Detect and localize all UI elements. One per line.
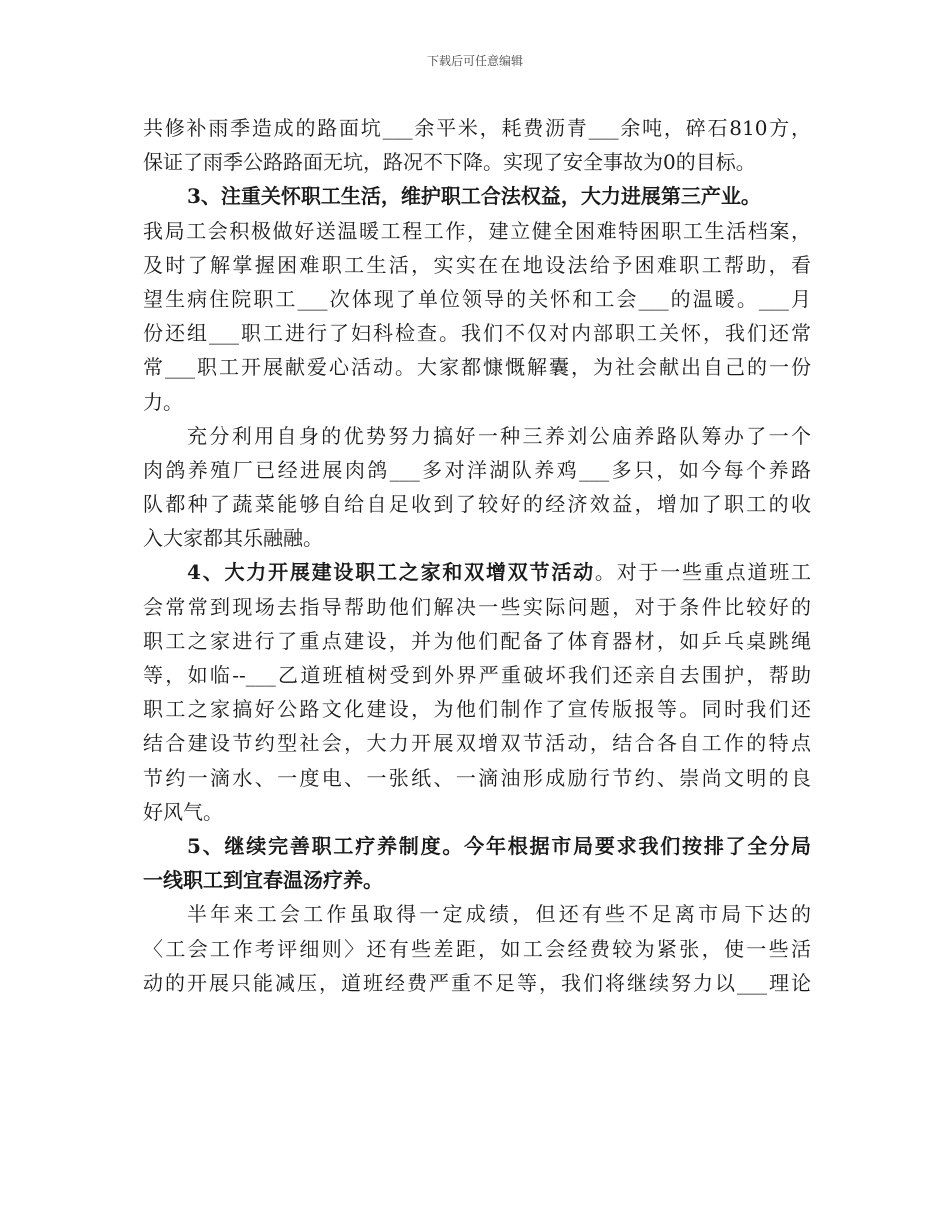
- text-line: 肉鸽养殖厂已经进展肉鸽___多对洋湖队养鸡___多只，如今每个养路: [143, 457, 811, 482]
- page-header: 下载后可任意编辑: [426, 54, 523, 68]
- section-heading: 3、注重关怀职工生活，维护职工合法权益，大力进展第三产业。: [187, 184, 761, 209]
- text-line: 充分利用自身的优势努力搞好一种三养刘公庙养路队筹办了一个: [187, 423, 811, 448]
- section-heading: 4、大力开展建设职工之家和双增双节活动: [187, 560, 595, 585]
- text-line: 职工之家搞好公路文化建设，为他们制作了宣传版报等。同时我们还: [143, 697, 811, 722]
- paragraph: [143, 897, 811, 1000]
- text-line: 望生病住院职工___次体现了单位领导的关怀和工会___的温暖。___月: [143, 286, 811, 311]
- section-heading: 一线职工到宜春温汤疗养。: [143, 868, 383, 893]
- paragraph: [143, 419, 811, 556]
- text-line: 共修补雨季造成的路面坑___余平米，耗费沥青___余吨，碎石810方，: [143, 116, 811, 140]
- text-run: 。对于一些重点道班工: [594, 560, 811, 585]
- paragraph: [143, 829, 811, 897]
- text-line: 节约一滴水、一度电、一张纸、一滴油形成励行节约、崇尚文明的良: [143, 765, 811, 790]
- text-line: 及时了解掌握困难职工生活，实实在在地设法给予困难职工帮助，看: [143, 252, 811, 277]
- paragraph: [143, 111, 811, 179]
- text-line: 动的开展只能减压，道班经费严重不足等，我们将继续努力以___理论: [143, 970, 811, 995]
- text-line: 结合建设节约型社会，大力开展双增双节活动，结合各自工作的特点: [143, 731, 811, 756]
- text-line: 力。: [143, 389, 183, 414]
- text-line: 〈工会工作考评细则〉还有些差距，如工会经费较为紧张，使一些活: [143, 936, 811, 961]
- paragraph: [143, 555, 811, 829]
- text-line: 好风气。: [143, 799, 223, 824]
- text-line: 会常常到现场去指导帮助他们解决一些实际问题，对于条件比较好的: [143, 594, 811, 619]
- document-body: [143, 111, 811, 1000]
- text-line: 常___职工开展献爱心活动。大家都慷慨解囊，为社会献出自己的一份: [143, 355, 811, 380]
- text-line: 队都种了蔬菜能够自给自足收到了较好的经济效益，增加了职工的收: [143, 492, 811, 517]
- text-line: 职工之家进行了重点建设，并为他们配备了体育器材，如乒乓桌跳绳: [143, 628, 811, 653]
- text-line: [143, 555, 811, 589]
- text-line: 入大家都其乐融融。: [143, 526, 323, 551]
- paragraph: [143, 179, 811, 418]
- text-line: 保证了雨季公路路面无坑，路况不下降。实现了安全事故为0的目标。: [143, 150, 756, 175]
- text-line: 等，如临--___乙道班植树受到外界严重破坏我们还亲自去围护，帮助: [143, 663, 811, 687]
- text-line: 半年来工会工作虽取得一定成绩，但还有些不足离市局下达的: [187, 902, 811, 927]
- text-line: 份还组___职工进行了妇科检查。我们不仅对内部职工关怀，我们还常: [143, 321, 811, 346]
- text-line: 我局工会积极做好送温暖工程工作，建立健全困难特困职工生活档案，: [143, 218, 811, 243]
- section-heading: 5、继续完善职工疗养制度。今年根据市局要求我们按排了全分局: [187, 833, 811, 858]
